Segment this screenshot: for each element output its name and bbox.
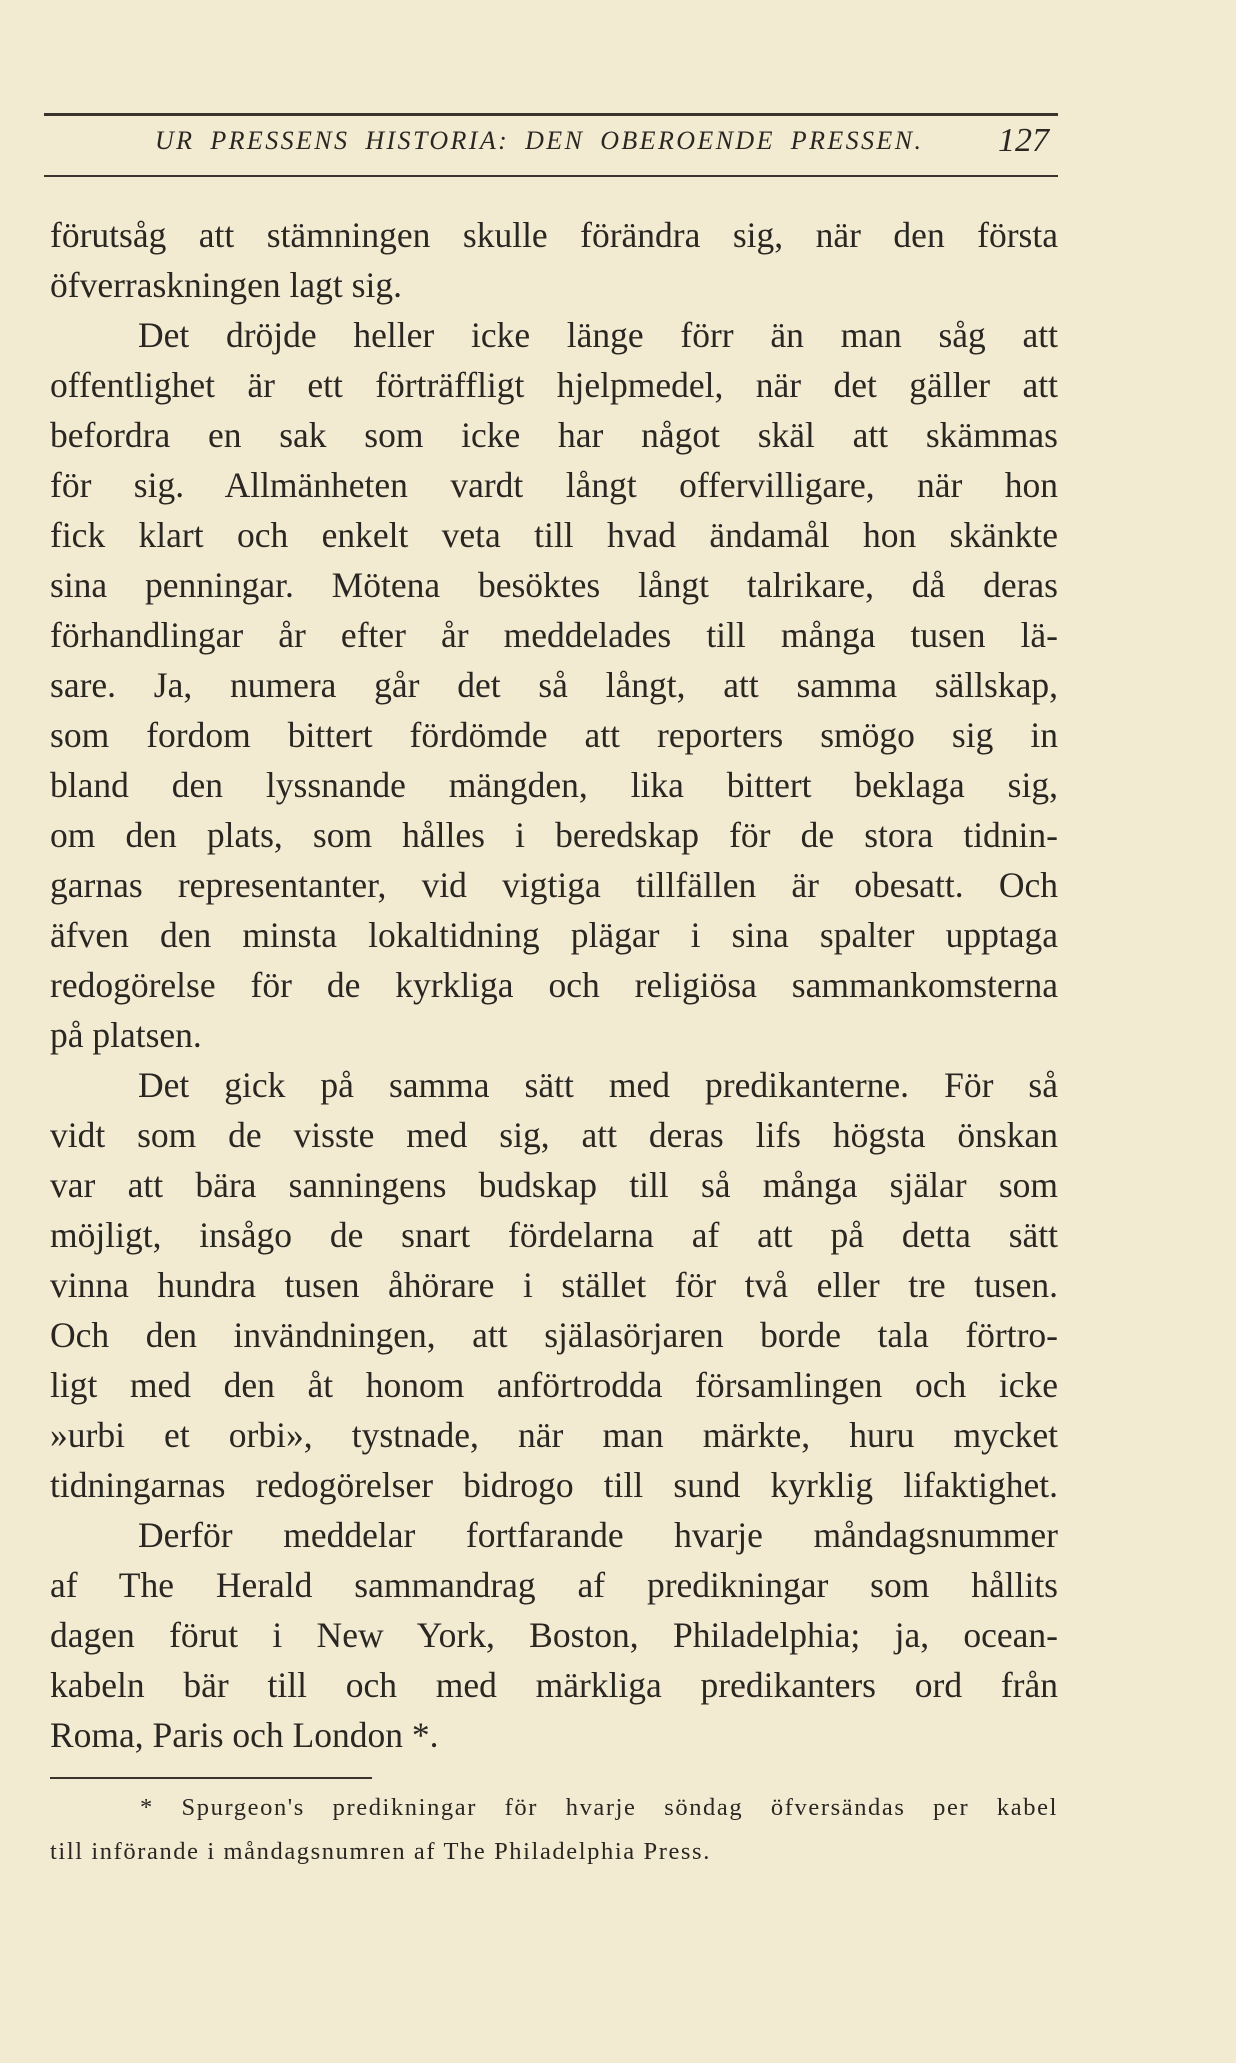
text-line: som fordom bittert fördömde att reporters smögo sig in [50,715,1058,755]
text-line: »urbi et orbi», tystnade, när man märkte, huru mycket [50,1415,1058,1455]
footnote-rule [50,1777,372,1779]
running-head [155,122,1057,166]
text-line: garnas representanter, vid vigtiga tillfällen är obesatt. Och [50,865,1058,905]
running-title: UR PRESSENS HISTORIA: DEN OBEROENDE PRESSEN. [155,126,924,155]
text-line: sina penningar. Mötena besöktes långt talrikare, då deras [50,565,1058,605]
text-line: sare. Ja, numera går det så långt, att samma sällskap, [50,665,1058,705]
text-line: förhandlingar år efter år meddelades till många tusen lä- [50,615,1058,655]
text-line: fick klart och enkelt veta till hvad ändamål hon skänkte [50,515,1058,555]
page-number: 127 [998,122,1049,159]
text-line: tidningarnas redogörelser bidrogo till sund kyrklig lifaktighet. [50,1465,1058,1505]
text-line: vidt som de visste med sig, att deras lifs högsta önskan [50,1115,1058,1155]
footnote [50,1786,1058,1874]
text-line: bland den lyssnande mängden, lika bittert beklaga sig, [50,765,1058,805]
text-line: om den plats, som hålles i beredskap för de stora tidnin- [50,815,1058,855]
footnote-line: * Spurgeon's predikningar för hvarje söndag öfversändas per kabel [140,1794,1058,1821]
text-line: möjligt, insågo de snart fördelarna af att på detta sätt [50,1215,1058,1255]
text-line: offentlighet är ett förträffligt hjelpmedel, när det gäller att [50,365,1058,405]
text-line: för sig. Allmänheten vardt långt offervilligare, när hon [50,465,1058,505]
text-line: kabeln bär till och med märkliga predikanters ord från [50,1665,1058,1705]
text-line: befordra en sak som icke har något skäl att skämmas [50,415,1058,455]
text-line: Roma, Paris och London *. [50,1715,439,1755]
body-text [50,210,1058,1760]
text-line: redogörelse för de kyrkliga och religiösa sammankomsterna [50,965,1058,1005]
top-rule [44,113,1058,116]
text-line: Det dröjde heller icke länge förr än man såg att [138,315,1058,355]
text-line: förutsåg att stämningen skulle förändra sig, när den första [50,215,1058,255]
text-line: dagen förut i New York, Boston, Philadelphia; ja, ocean- [50,1615,1058,1655]
header-rule [44,175,1058,177]
text-line: äfven den minsta lokaltidning plägar i sina spalter upptaga [50,915,1058,955]
text-line: Och den invändningen, att själasörjaren borde tala förtro- [50,1315,1058,1355]
text-line: var att bära sanningens budskap till så många själar som [50,1165,1058,1205]
text-line: på platsen. [50,1015,202,1055]
text-line: vinna hundra tusen åhörare i stället för två eller tre tusen. [50,1265,1058,1305]
text-line: Det gick på samma sätt med predikanterne. För så [138,1065,1058,1105]
text-line: ligt med den åt honom anförtrodda församlingen och icke [50,1365,1058,1405]
text-line: af The Herald sammandrag af predikningar som hållits [50,1565,1058,1605]
footnote-line: till införande i måndagsnumren af The Philadelphia Press. [50,1838,711,1865]
text-line: Derför meddelar fortfarande hvarje måndagsnummer [138,1515,1058,1555]
text-line: öfverraskningen lagt sig. [50,265,402,305]
